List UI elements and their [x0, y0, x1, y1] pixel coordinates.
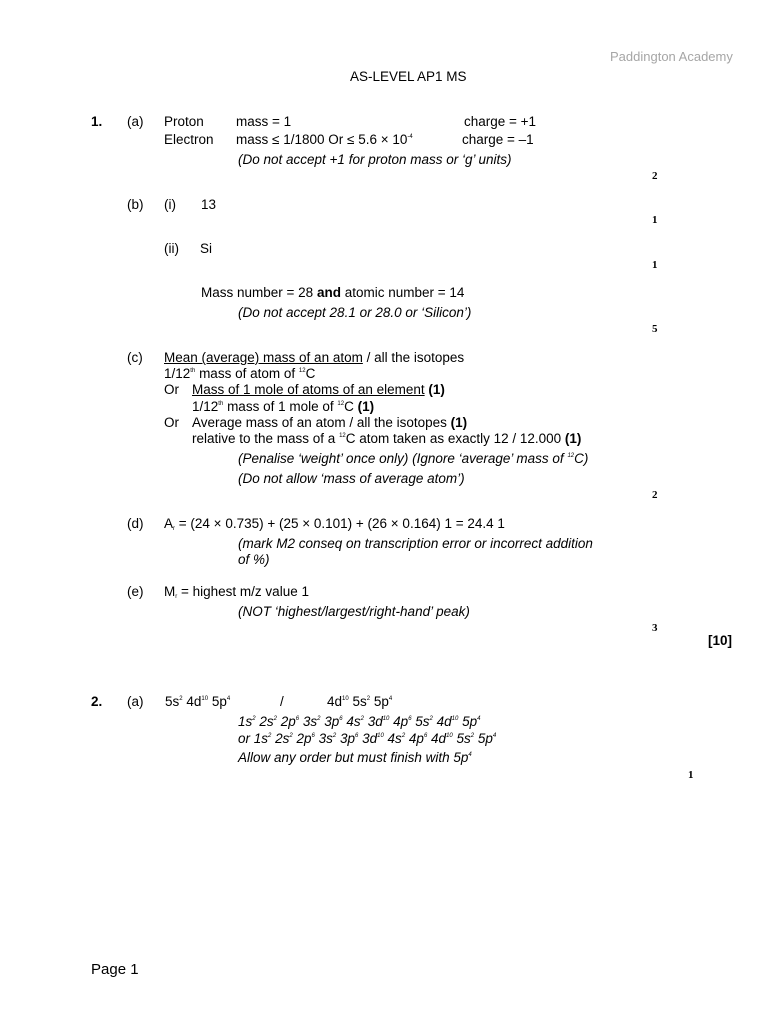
- config-orbital: 4d: [182, 694, 202, 709]
- q1b-label: (b): [127, 197, 144, 212]
- page-number: Page 1: [91, 961, 139, 978]
- config-orbital: 5p: [208, 694, 227, 709]
- electron-label: Electron: [164, 132, 214, 147]
- q1a-label: (a): [127, 114, 144, 129]
- config-superscript: 6: [423, 733, 428, 739]
- q1b-i-mark: 1: [652, 214, 658, 226]
- q1c-line2-c: C: [305, 366, 316, 381]
- q1c-line4: [192, 399, 374, 415]
- config-superscript: 2: [179, 696, 183, 702]
- q1b-i-value: 13: [201, 197, 217, 212]
- q1b-ii-label: (ii): [164, 241, 179, 256]
- config-orbital: or 1s: [238, 731, 269, 746]
- config-superscript: 2: [366, 696, 371, 702]
- config-superscript: 2: [401, 733, 406, 739]
- electron-mass-exp: -4: [407, 134, 413, 140]
- q1c-line4-b: mass of 1 mole of: [227, 399, 334, 414]
- mass-number-a: Mass number = 28: [201, 285, 314, 300]
- q1c-label: (c): [127, 350, 143, 365]
- config-orbital: 4d: [327, 694, 343, 709]
- config-orbital: 1s: [238, 714, 253, 729]
- q1c-line2-sup: th: [190, 368, 196, 374]
- q2a-allow-note: [238, 750, 472, 766]
- q1c-line2-a: 1/12: [164, 366, 191, 381]
- q1c-mark: 2: [652, 489, 658, 501]
- q2a-label: (a): [127, 694, 144, 709]
- config-orbital: 5p: [474, 731, 493, 746]
- electron-mass-alt: 5.6 × 10: [358, 132, 408, 147]
- q1c-line6-iso: 12: [339, 433, 346, 439]
- mr-subscript: r: [175, 594, 178, 600]
- config-orbital: 4p: [405, 731, 424, 746]
- config-superscript: 2: [470, 733, 475, 739]
- q1c-line6-a: relative to the mass of a: [192, 431, 336, 446]
- q1c-line1-rest: / all the isotopes: [366, 350, 465, 365]
- proton-charge: charge = +1: [464, 114, 537, 129]
- q1d-equation: [164, 516, 505, 532]
- q1b-mark: 5: [652, 323, 658, 335]
- config-superscript: 6: [354, 733, 359, 739]
- config-orbital: 5s: [411, 714, 430, 729]
- q2a-full-config-2: [238, 731, 496, 747]
- q1b-ii-value: Si: [200, 241, 213, 256]
- electron-mass-prefix: mass: [236, 132, 269, 147]
- config-superscript: 2: [360, 716, 364, 722]
- q2a-full-config-1: [238, 714, 480, 730]
- le-symbol: ≤: [272, 132, 280, 147]
- config-superscript: 2: [268, 733, 272, 739]
- config-orbital: 3p: [336, 731, 355, 746]
- q1d-equation-text: = (24 × 0.735) + (25 × 0.101) + (26 × 0.164) 1 = 24.4 1: [178, 516, 505, 531]
- q1c-line2-b: mass of atom of: [199, 366, 296, 381]
- config-orbital: 4s: [342, 714, 361, 729]
- school-name: Paddington Academy: [610, 49, 733, 64]
- config-superscript: 2: [289, 733, 293, 739]
- config-superscript: 4: [492, 733, 497, 739]
- config-superscript: 10: [201, 696, 209, 702]
- config-superscript: 10: [382, 716, 390, 722]
- q1c-line6: [192, 431, 581, 447]
- config-orbital: 3d: [363, 714, 383, 729]
- mass-number-b: atomic number = 14: [344, 285, 465, 300]
- q1c-line4-mark: (1): [357, 399, 375, 414]
- config-superscript: 10: [451, 716, 459, 722]
- q2a-slash: /: [280, 694, 284, 709]
- q1e-answer: [164, 584, 309, 600]
- q1c-note-2: (Do not allow ‘mass of average atom’): [238, 471, 465, 486]
- q1c-note-1-iso: 12: [567, 453, 575, 459]
- q1e-answer-text: = highest m/z value 1: [181, 584, 309, 599]
- config-superscript: 6: [295, 716, 300, 722]
- config-superscript: 6: [311, 733, 315, 739]
- q1c-or-2: Or: [164, 415, 179, 430]
- config-superscript: 10: [446, 733, 453, 739]
- q1e-label: (e): [127, 584, 144, 599]
- mass-number-line: [201, 285, 464, 301]
- q1c-line4-a: 1/12: [192, 399, 219, 414]
- question-1-number: 1.: [91, 114, 103, 129]
- q1c-line6-b: C atom taken as exactly 12 / 12.000: [345, 431, 562, 446]
- config-orbital: 5s: [348, 694, 367, 709]
- config-superscript: 2: [252, 716, 256, 722]
- q1c-line2: [164, 366, 315, 382]
- q1b-i-label: (i): [164, 197, 176, 212]
- electron-mass-value: 1/1800 Or: [283, 132, 344, 147]
- config-orbital: 2p: [276, 714, 296, 729]
- q1c-note-1: [238, 451, 588, 467]
- q1c-line3-underlined: Mass of 1 mole of atoms of an element: [192, 382, 425, 397]
- q1c-line5-text: Average mass of an atom / all the isotopes: [192, 415, 447, 430]
- q1c-or-1: Or: [164, 382, 179, 397]
- q1c-line3-mark: (1): [428, 382, 445, 397]
- config-orbital: 4d: [432, 714, 452, 729]
- q1d-note-line2: of %): [238, 552, 270, 567]
- q2a-config-1: [165, 694, 230, 710]
- proton-label: Proton: [164, 114, 204, 129]
- electron-mass: [236, 132, 413, 148]
- q1d-note-line1: (mark M2 conseq on transcription error or incorrect addition: [238, 536, 593, 551]
- config-superscript: 6: [408, 716, 412, 722]
- config-orbital: 3s: [299, 714, 318, 729]
- q2a-mark: 1: [688, 769, 694, 781]
- q2a-config-2: [327, 694, 392, 710]
- q1a-note: (Do not accept +1 for proton mass or ‘g’ units): [238, 152, 512, 167]
- q1d-label: (d): [127, 516, 144, 531]
- config-orbital: 2s: [255, 714, 274, 729]
- q1c-note-1-b: C): [574, 451, 589, 466]
- q1c-line1: [164, 350, 464, 366]
- q2a-allow-sup: 4: [468, 752, 472, 758]
- config-superscript: 2: [317, 716, 321, 722]
- q1c-line1-underlined: Mean (average) mass of an atom: [164, 350, 363, 365]
- config-orbital: 4s: [383, 731, 402, 746]
- q1b-ii-mark: 1: [652, 259, 658, 271]
- q1a-mark: 2: [652, 170, 658, 182]
- config-orbital: 4p: [389, 714, 409, 729]
- q1c-line4-iso: 12: [337, 401, 345, 407]
- config-superscript: 4: [226, 696, 231, 702]
- mr-symbol: M: [164, 584, 176, 599]
- q1c-line4-sup: th: [218, 401, 224, 407]
- config-superscript: 2: [429, 716, 433, 722]
- q1c-note-1-a: (Penalise ‘weight’ once only) (Ignore ‘average’ mass of: [238, 451, 564, 466]
- q1c-line6-mark: (1): [564, 431, 582, 446]
- q1c-line3: [192, 382, 445, 398]
- q1c-line4-c: C: [344, 399, 354, 414]
- proton-mass: mass = 1: [236, 114, 292, 129]
- config-superscript: 6: [339, 716, 343, 722]
- config-orbital: 2p: [292, 731, 312, 746]
- config-orbital: 5s: [165, 694, 180, 709]
- config-superscript: 2: [273, 716, 277, 722]
- config-orbital: 5s: [452, 731, 471, 746]
- config-superscript: 4: [388, 696, 393, 702]
- config-orbital: 5p: [370, 694, 389, 709]
- config-superscript: 4: [477, 716, 481, 722]
- q1c-line2-iso: 12: [298, 368, 306, 374]
- q1b-note: (Do not accept 28.1 or 28.0 or ‘Silicon’): [238, 305, 472, 320]
- q1e-note: (NOT ‘highest/largest/right-hand’ peak): [238, 604, 470, 619]
- config-orbital: 3s: [314, 731, 333, 746]
- le-symbol-2: ≤: [347, 132, 355, 147]
- config-superscript: 2: [332, 733, 337, 739]
- config-orbital: 2s: [271, 731, 290, 746]
- config-orbital: 3p: [320, 714, 340, 729]
- config-orbital: 4d: [427, 731, 447, 746]
- config-orbital: 3d: [358, 731, 378, 746]
- config-superscript: 10: [377, 733, 384, 739]
- page-title: AS-LEVEL AP1 MS: [350, 69, 467, 84]
- question-2-number: 2.: [91, 694, 103, 709]
- q1e-mark: 3: [652, 622, 658, 634]
- mass-number-and: and: [316, 285, 341, 300]
- electron-charge: charge = –1: [462, 132, 534, 147]
- config-superscript: 10: [342, 696, 349, 702]
- ar-symbol: A: [164, 516, 174, 531]
- ar-subscript: r: [173, 526, 176, 532]
- q1c-line5: [192, 415, 467, 431]
- q2a-allow-text: Allow any order but must finish with 5p: [238, 750, 469, 765]
- config-orbital: 5p: [458, 714, 478, 729]
- q1-total: [10]: [708, 633, 733, 648]
- q1c-line5-mark: (1): [450, 415, 468, 430]
